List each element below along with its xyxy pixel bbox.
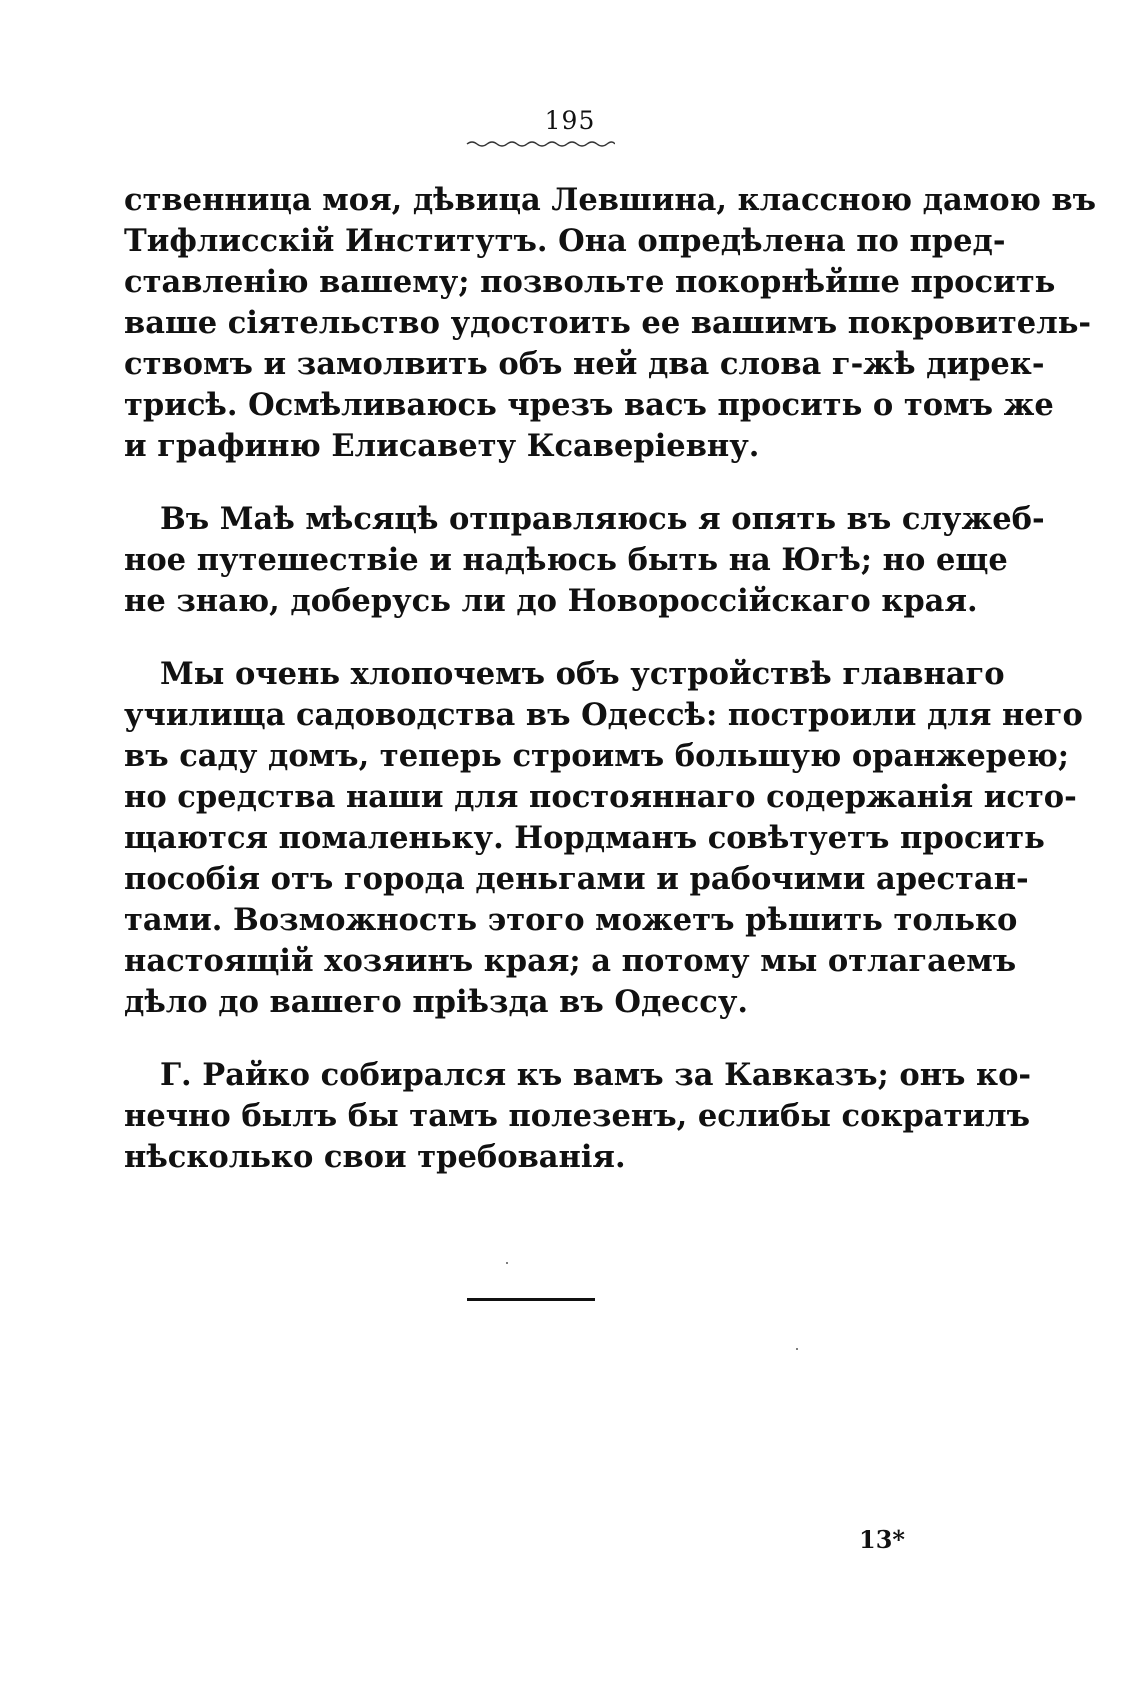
paragraph-2 xyxy=(124,499,1045,622)
text-line: Въ Маѣ мѣсяцѣ отправляюсь я опять въ служеб- xyxy=(160,501,1045,537)
text-line: и графиню Елисавету Ксаверіевну. xyxy=(124,428,760,464)
paragraph-1 xyxy=(124,180,1097,467)
text-line: Г. Райко собирался къ вамъ за Кавказъ; онъ ко- xyxy=(160,1057,1032,1093)
text-line: ваше сіятельство удостоить ее вашимъ покровитель- xyxy=(124,305,1092,341)
print-speck xyxy=(796,1348,798,1350)
header-ornament xyxy=(465,138,615,150)
text-line: но средства наши для постояннаго содержанія исто- xyxy=(124,779,1077,815)
text-line: нечно былъ бы тамъ полезенъ, еслибы сократилъ xyxy=(124,1098,1030,1134)
text-line: нѣсколько свои требованія. xyxy=(124,1139,626,1175)
text-line: Тифлисскій Институтъ. Она опредѣлена по пред- xyxy=(124,223,1006,259)
paragraph-3 xyxy=(124,654,1083,1023)
section-end-rule xyxy=(467,1298,595,1301)
letter-text xyxy=(124,180,1097,1178)
paragraph-4 xyxy=(124,1055,1032,1178)
text-line: въ саду домъ, теперь строимъ большую оранжерею; xyxy=(124,738,1070,774)
text-line: училища садоводства въ Одессѣ: построили для него xyxy=(124,697,1083,733)
printer-signature-mark: 13* xyxy=(859,1525,905,1554)
print-speck xyxy=(506,1262,508,1264)
text-line: ствомъ и замолвить объ ней два слова г-жѣ дирек- xyxy=(124,346,1045,382)
text-line: ставленію вашему; позвольте покорнѣйше просить xyxy=(124,264,1056,300)
text-line: настоящій хозяинъ края; а потому мы отлагаемъ xyxy=(124,943,1017,979)
text-line: щаются помаленьку. Нордманъ совѣтуетъ просить xyxy=(124,820,1045,856)
text-line: тами. Возможность этого можетъ рѣшить только xyxy=(124,902,1018,938)
text-line: трисѣ. Осмѣливаюсь чрезъ васъ просить о томъ же xyxy=(124,387,1054,423)
page-number: 195 xyxy=(544,106,596,135)
text-line: дѣло до вашего пріѣзда въ Одессу. xyxy=(124,984,748,1020)
text-line: Мы очень хлопочемъ объ устройствѣ главнаго xyxy=(160,656,1005,692)
text-line: пособія отъ города деньгами и рабочими арестан- xyxy=(124,861,1029,897)
text-line: ственница моя, дѣвица Левшина, классною дамою въ xyxy=(124,182,1097,218)
text-line: не знаю, доберусь ли до Новороссійскаго края. xyxy=(124,583,978,619)
text-line: ное путешествіе и надѣюсь быть на Югѣ; но еще xyxy=(124,542,1008,578)
